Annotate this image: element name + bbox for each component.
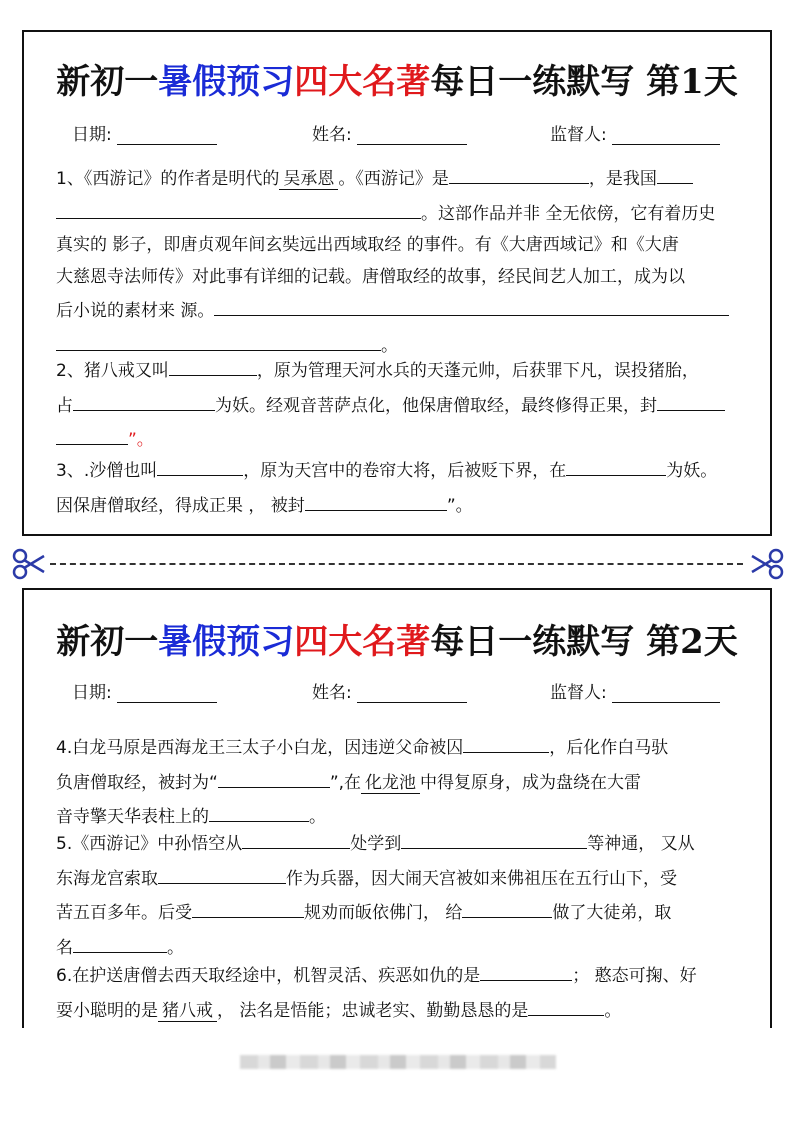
answer-filled: 猪八戒	[158, 1001, 217, 1022]
answer-blank[interactable]	[305, 488, 447, 511]
answer-blank[interactable]	[480, 958, 572, 981]
worksheet-day-1	[22, 30, 772, 536]
answer-blank[interactable]	[242, 826, 350, 849]
supervisor-blank[interactable]	[612, 684, 720, 703]
answer-blank[interactable]	[56, 422, 128, 445]
answer-filled: 吴承恩	[279, 169, 338, 190]
worksheet-title: 新初一暑假预习四大名著每日一练默写 第2天	[56, 622, 738, 662]
date-blank[interactable]	[117, 684, 217, 703]
question-6: 6.在护送唐僧去西天取经途中，机智灵活、疾恶如仇的是 ； 憨态可掬、好 耍小聪明的是 猪八戒 ， 法名是悟能；忠诚老实、勤勤恳恳的是 。	[56, 958, 742, 1027]
answer-blank[interactable]	[209, 799, 309, 822]
answer-blank[interactable]	[169, 353, 257, 376]
answer-blank[interactable]	[73, 930, 167, 953]
answer-blank[interactable]	[449, 161, 589, 184]
question-5: 5.《西游记》中孙悟空从 处学到 等神通， 又从 东海龙宫索取 作为兵器，因大闹天宫被如来佛祖压在五行山下，受 苦五百多年。后受 规劝而皈依佛门， 给 做了大徒弟，取 名 。	[56, 826, 742, 964]
blurred-footer	[240, 1055, 556, 1069]
answer-blank[interactable]	[56, 328, 381, 351]
question-1: 1、《西游记》的作者是明代的 吴承恩 。《西游记》是 ，是我国 。这部作品并非 全无依傍，它有着历史 真实的 影子，即唐贞观年间玄奘远出西域取经 的事件。有《大唐西域记》和《大唐 大慈恩寺法师传》对此事有详细的记载。唐僧取经的故事，经民间艺人加工，成为以 后小说的素材来 源。 。	[56, 161, 742, 362]
answer-blank[interactable]	[657, 388, 725, 411]
answer-blank[interactable]	[528, 993, 604, 1016]
answer-filled: 化龙池	[361, 773, 420, 794]
answer-blank[interactable]	[192, 895, 304, 918]
name-blank[interactable]	[357, 684, 467, 703]
date-field[interactable]: 日期:	[72, 678, 217, 703]
question-4: 4.白龙马原是西海龙王三太子小白龙，因违逆父命被囚 ，后化作白马驮 负唐僧取经，被封为“ ”,在 化龙池 中得复原身，成为盘绕在大雷 音寺擎天华表柱上的 。	[56, 730, 742, 834]
name-field[interactable]: 姓名:	[312, 678, 467, 703]
name-field[interactable]: 姓名:	[312, 120, 467, 145]
answer-blank[interactable]	[218, 765, 330, 788]
date-blank[interactable]	[117, 126, 217, 145]
answer-blank[interactable]	[462, 895, 552, 918]
answer-blank[interactable]	[157, 453, 243, 476]
cut-line	[50, 563, 743, 565]
scissors-icon	[750, 547, 784, 581]
supervisor-blank[interactable]	[612, 126, 720, 145]
answer-blank[interactable]	[566, 453, 666, 476]
header-fields	[72, 120, 732, 144]
answer-blank[interactable]	[158, 861, 286, 884]
question-3: 3、.沙僧也叫 ，原为天宫中的卷帘大将，后被贬下界，在 为妖。 因保唐僧取经，得成正果 ， 被封 ”。	[56, 453, 742, 522]
answer-blank[interactable]	[401, 826, 587, 849]
worksheet-title: 新初一暑假预习四大名著每日一练默写 第1天	[56, 62, 738, 102]
answer-blank[interactable]	[73, 388, 215, 411]
answer-blank[interactable]	[657, 161, 693, 184]
supervisor-field[interactable]: 监督人:	[550, 678, 720, 703]
worksheet-day-2	[22, 588, 772, 1028]
scissors-icon	[12, 547, 46, 581]
name-blank[interactable]	[357, 126, 467, 145]
supervisor-field[interactable]: 监督人:	[550, 120, 720, 145]
answer-blank[interactable]	[56, 196, 421, 219]
answer-blank[interactable]	[463, 730, 549, 753]
question-2: 2、猪八戒又叫 ，原为管理天河水兵的天蓬元帅，后获罪下凡，误投猪胎， 占 为妖。经观音菩萨点化，他保唐僧取经，最终修得正果，封 ”。	[56, 353, 742, 457]
date-field[interactable]: 日期:	[72, 120, 217, 145]
answer-blank[interactable]	[214, 293, 729, 316]
header-fields	[72, 678, 732, 702]
